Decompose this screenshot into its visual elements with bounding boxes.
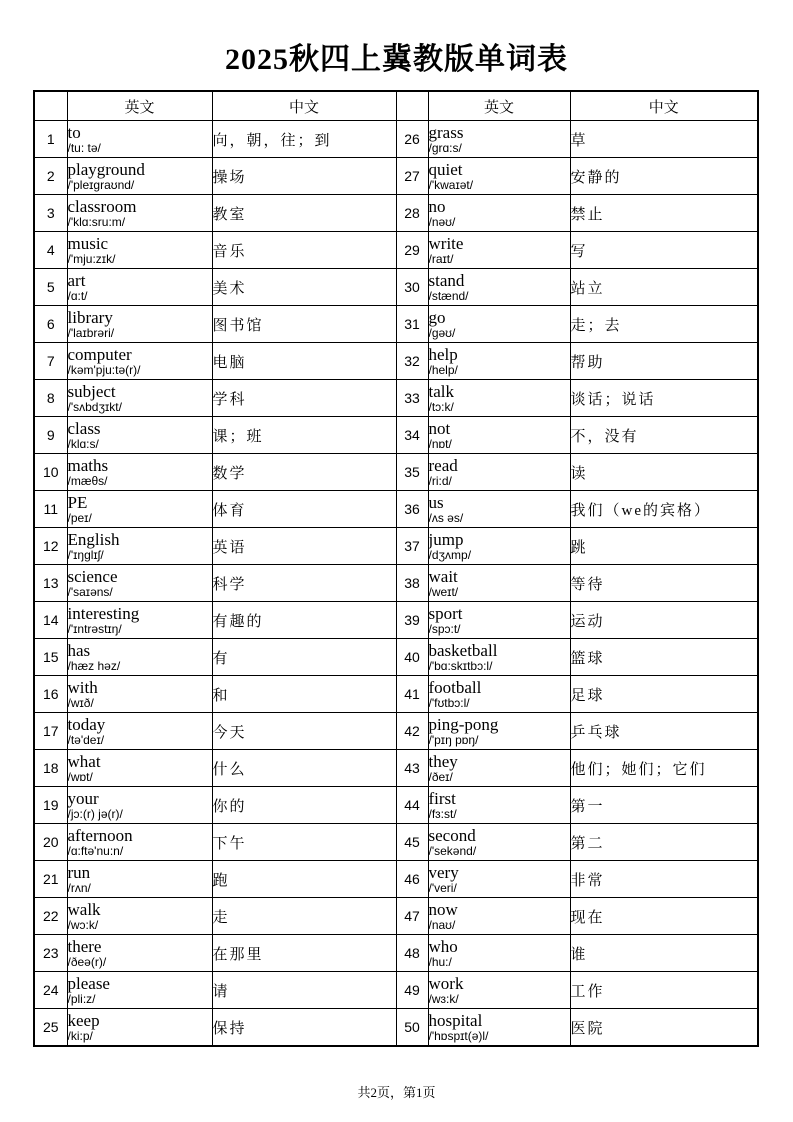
header-chinese-right: 中文 bbox=[570, 91, 758, 121]
row-number: 9 bbox=[34, 417, 67, 454]
phonetic-transcription: /'pɪŋ pɒŋ/ bbox=[428, 732, 479, 747]
row-number: 7 bbox=[34, 343, 67, 380]
english-word: who bbox=[428, 936, 458, 956]
phonetic-transcription: /'saɪəns/ bbox=[67, 584, 113, 599]
phonetic-transcription: /mæθs/ bbox=[67, 473, 108, 488]
phonetic-transcription: /'ɪŋglɪʃ/ bbox=[67, 547, 104, 562]
phonetic-transcription: /wɒt/ bbox=[67, 769, 93, 784]
english-word: stand bbox=[428, 270, 465, 290]
english-cell bbox=[67, 306, 212, 343]
english-word: music bbox=[67, 233, 109, 253]
row-number: 24 bbox=[34, 972, 67, 1009]
row-number: 37 bbox=[396, 528, 428, 565]
phonetic-transcription: /'bɑ:skɪtbɔ:l/ bbox=[428, 658, 493, 673]
chinese-meaning: 医院 bbox=[570, 1009, 758, 1047]
chinese-meaning: 课；班 bbox=[212, 417, 396, 454]
phonetic-transcription: /'laɪbrəri/ bbox=[67, 325, 115, 340]
chinese-meaning: 跳 bbox=[570, 528, 758, 565]
english-word: no bbox=[428, 196, 446, 216]
phonetic-transcription: /weɪt/ bbox=[428, 584, 459, 599]
phonetic-transcription: /naʊ/ bbox=[428, 917, 456, 932]
english-word: class bbox=[67, 418, 101, 438]
header-num-right bbox=[396, 91, 428, 121]
english-word: first bbox=[428, 788, 456, 808]
chinese-meaning: 音乐 bbox=[212, 232, 396, 269]
english-cell bbox=[428, 232, 570, 269]
table-row bbox=[34, 787, 758, 824]
phonetic-transcription: /grɑ:s/ bbox=[428, 140, 462, 155]
english-word: playground bbox=[67, 159, 145, 179]
row-number: 47 bbox=[396, 898, 428, 935]
phonetic-transcription: /ri:d/ bbox=[428, 473, 452, 488]
phonetic-transcription: /peɪ/ bbox=[67, 510, 92, 525]
chinese-meaning: 读 bbox=[570, 454, 758, 491]
phonetic-transcription: /gəʊ/ bbox=[428, 325, 456, 340]
chinese-meaning: 乒乓球 bbox=[570, 713, 758, 750]
table-row bbox=[34, 121, 758, 158]
phonetic-transcription: /wɜ:k/ bbox=[428, 991, 459, 1006]
phonetic-transcription: /ɑ:ftə'nu:n/ bbox=[67, 843, 124, 858]
row-number: 36 bbox=[396, 491, 428, 528]
row-number: 10 bbox=[34, 454, 67, 491]
row-number: 29 bbox=[396, 232, 428, 269]
chinese-meaning: 什么 bbox=[212, 750, 396, 787]
chinese-meaning: 请 bbox=[212, 972, 396, 1009]
english-cell bbox=[428, 972, 570, 1009]
row-number: 6 bbox=[34, 306, 67, 343]
chinese-meaning: 体育 bbox=[212, 491, 396, 528]
phonetic-transcription: /tu: tə/ bbox=[67, 140, 101, 155]
phonetic-transcription: /hæz həz/ bbox=[67, 658, 121, 673]
english-cell bbox=[428, 861, 570, 898]
chinese-meaning: 有 bbox=[212, 639, 396, 676]
english-word: science bbox=[67, 566, 118, 586]
english-cell bbox=[67, 417, 212, 454]
chinese-meaning: 安静的 bbox=[570, 158, 758, 195]
row-number: 21 bbox=[34, 861, 67, 898]
english-cell bbox=[67, 972, 212, 1009]
english-cell bbox=[428, 639, 570, 676]
row-number: 32 bbox=[396, 343, 428, 380]
english-cell bbox=[428, 343, 570, 380]
english-cell bbox=[428, 158, 570, 195]
english-word: sport bbox=[428, 603, 463, 623]
phonetic-transcription: /'veri/ bbox=[428, 880, 457, 895]
english-cell bbox=[428, 417, 570, 454]
phonetic-transcription: /dʒʌmp/ bbox=[428, 547, 472, 562]
row-number: 34 bbox=[396, 417, 428, 454]
english-cell bbox=[67, 491, 212, 528]
english-cell bbox=[428, 528, 570, 565]
row-number: 8 bbox=[34, 380, 67, 417]
english-word: jump bbox=[428, 529, 464, 549]
english-word: please bbox=[67, 973, 110, 993]
row-number: 35 bbox=[396, 454, 428, 491]
row-number: 41 bbox=[396, 676, 428, 713]
english-word: go bbox=[428, 307, 446, 327]
english-word: afternoon bbox=[67, 825, 133, 845]
english-word: talk bbox=[428, 381, 454, 401]
phonetic-transcription: /stænd/ bbox=[428, 288, 469, 303]
english-word: they bbox=[428, 751, 458, 771]
row-number: 44 bbox=[396, 787, 428, 824]
english-cell bbox=[67, 898, 212, 935]
chinese-meaning: 草 bbox=[570, 121, 758, 158]
english-cell bbox=[67, 454, 212, 491]
chinese-meaning: 不，没有 bbox=[570, 417, 758, 454]
table-header bbox=[34, 91, 758, 121]
phonetic-transcription: /'fʊtbɔ:l/ bbox=[428, 695, 470, 710]
chinese-meaning: 走 bbox=[212, 898, 396, 935]
phonetic-transcription: /'sekənd/ bbox=[428, 843, 477, 858]
english-cell bbox=[428, 454, 570, 491]
chinese-meaning: 现在 bbox=[570, 898, 758, 935]
phonetic-transcription: /'pleɪgraʊnd/ bbox=[67, 177, 135, 192]
chinese-meaning: 谈话；说话 bbox=[570, 380, 758, 417]
row-number: 25 bbox=[34, 1009, 67, 1047]
page-title: 2025秋四上冀教版单词表 bbox=[225, 43, 568, 76]
table-row bbox=[34, 602, 758, 639]
table-row bbox=[34, 306, 758, 343]
english-cell bbox=[67, 787, 212, 824]
chinese-meaning: 非常 bbox=[570, 861, 758, 898]
english-cell bbox=[428, 195, 570, 232]
english-cell bbox=[428, 380, 570, 417]
phonetic-transcription: /wɔ:k/ bbox=[67, 917, 99, 932]
table-row bbox=[34, 454, 758, 491]
header-english-right: 英文 bbox=[428, 91, 570, 121]
english-cell bbox=[428, 306, 570, 343]
row-number: 42 bbox=[396, 713, 428, 750]
row-number: 27 bbox=[396, 158, 428, 195]
phonetic-transcription: /fɜ:st/ bbox=[428, 806, 457, 821]
row-number: 30 bbox=[396, 269, 428, 306]
row-number: 20 bbox=[34, 824, 67, 861]
chinese-meaning: 下午 bbox=[212, 824, 396, 861]
chinese-meaning: 和 bbox=[212, 676, 396, 713]
table-row bbox=[34, 972, 758, 1009]
phonetic-transcription: /'mju:zɪk/ bbox=[67, 251, 116, 266]
chinese-meaning: 图书馆 bbox=[212, 306, 396, 343]
chinese-meaning: 写 bbox=[570, 232, 758, 269]
chinese-meaning: 在那里 bbox=[212, 935, 396, 972]
english-cell bbox=[67, 269, 212, 306]
phonetic-transcription: /'klɑ:sru:m/ bbox=[67, 214, 126, 229]
row-number: 18 bbox=[34, 750, 67, 787]
english-word: art bbox=[67, 270, 86, 290]
phonetic-transcription: /rʌn/ bbox=[67, 880, 91, 895]
english-cell bbox=[67, 861, 212, 898]
english-word: walk bbox=[67, 899, 101, 919]
english-cell bbox=[428, 824, 570, 861]
english-cell bbox=[428, 491, 570, 528]
table-row bbox=[34, 232, 758, 269]
chinese-meaning: 篮球 bbox=[570, 639, 758, 676]
english-word: computer bbox=[67, 344, 132, 364]
table-row bbox=[34, 824, 758, 861]
chinese-meaning: 你的 bbox=[212, 787, 396, 824]
table-row bbox=[34, 565, 758, 602]
row-number: 2 bbox=[34, 158, 67, 195]
english-word: now bbox=[428, 899, 458, 919]
row-number: 16 bbox=[34, 676, 67, 713]
phonetic-transcription: /ðeɪ/ bbox=[428, 769, 453, 784]
row-number: 14 bbox=[34, 602, 67, 639]
row-number: 40 bbox=[396, 639, 428, 676]
row-number: 5 bbox=[34, 269, 67, 306]
chinese-meaning: 第二 bbox=[570, 824, 758, 861]
phonetic-transcription: /ki:p/ bbox=[67, 1028, 93, 1043]
english-word: PE bbox=[67, 492, 88, 512]
row-number: 28 bbox=[396, 195, 428, 232]
english-word: read bbox=[428, 455, 458, 475]
english-cell bbox=[67, 232, 212, 269]
phonetic-transcription: /ɑ:t/ bbox=[67, 288, 88, 303]
table-row bbox=[34, 528, 758, 565]
row-number: 39 bbox=[396, 602, 428, 639]
phonetic-transcription: /help/ bbox=[428, 362, 458, 377]
phonetic-transcription: /'hɒspɪt(ə)l/ bbox=[428, 1028, 489, 1043]
chinese-meaning: 站立 bbox=[570, 269, 758, 306]
phonetic-transcription: /raɪt/ bbox=[428, 251, 454, 266]
row-number: 49 bbox=[396, 972, 428, 1009]
english-cell bbox=[428, 565, 570, 602]
chinese-meaning: 走；去 bbox=[570, 306, 758, 343]
header-chinese-left: 中文 bbox=[212, 91, 396, 121]
english-word: today bbox=[67, 714, 106, 734]
row-number: 46 bbox=[396, 861, 428, 898]
chinese-meaning: 我们（we的宾格） bbox=[570, 491, 758, 528]
table-row bbox=[34, 750, 758, 787]
english-cell bbox=[428, 269, 570, 306]
chinese-meaning: 数学 bbox=[212, 454, 396, 491]
english-word: has bbox=[67, 640, 91, 660]
english-word: work bbox=[428, 973, 464, 993]
english-cell bbox=[67, 639, 212, 676]
english-word: classroom bbox=[67, 196, 137, 216]
english-cell bbox=[428, 713, 570, 750]
english-word: help bbox=[428, 344, 458, 364]
english-cell bbox=[67, 1009, 212, 1047]
table-row bbox=[34, 639, 758, 676]
english-cell bbox=[67, 602, 212, 639]
english-word: with bbox=[67, 677, 98, 697]
english-cell bbox=[67, 824, 212, 861]
row-number: 19 bbox=[34, 787, 67, 824]
row-number: 33 bbox=[396, 380, 428, 417]
table-row bbox=[34, 1009, 758, 1047]
phonetic-transcription: /nəʊ/ bbox=[428, 214, 456, 229]
english-cell bbox=[67, 713, 212, 750]
chinese-meaning: 向，朝，往；到 bbox=[212, 121, 396, 158]
english-cell bbox=[428, 602, 570, 639]
table-row bbox=[34, 343, 758, 380]
vocab-table bbox=[33, 90, 759, 1047]
chinese-meaning: 帮助 bbox=[570, 343, 758, 380]
english-word: subject bbox=[67, 381, 116, 401]
english-cell bbox=[428, 676, 570, 713]
english-word: run bbox=[67, 862, 91, 882]
phonetic-transcription: /wɪð/ bbox=[67, 695, 94, 710]
english-word: grass bbox=[428, 122, 464, 142]
phonetic-transcription: /jɔ:(r) jə(r)/ bbox=[67, 806, 123, 821]
phonetic-transcription: /spɔ:t/ bbox=[428, 621, 461, 636]
row-number: 17 bbox=[34, 713, 67, 750]
phonetic-transcription: /klɑ:s/ bbox=[67, 436, 99, 451]
chinese-meaning: 英语 bbox=[212, 528, 396, 565]
english-cell bbox=[428, 787, 570, 824]
phonetic-transcription: /pli:z/ bbox=[67, 991, 96, 1006]
phonetic-transcription: /tə'deɪ/ bbox=[67, 732, 105, 747]
english-word: keep bbox=[67, 1010, 100, 1030]
table-row bbox=[34, 158, 758, 195]
row-number: 23 bbox=[34, 935, 67, 972]
english-cell bbox=[428, 1009, 570, 1047]
english-cell bbox=[67, 676, 212, 713]
english-word: maths bbox=[67, 455, 109, 475]
chinese-meaning: 禁止 bbox=[570, 195, 758, 232]
english-cell bbox=[67, 343, 212, 380]
chinese-meaning: 等待 bbox=[570, 565, 758, 602]
table-row bbox=[34, 676, 758, 713]
phonetic-transcription: /tɔ:k/ bbox=[428, 399, 454, 414]
english-cell bbox=[67, 528, 212, 565]
english-cell bbox=[428, 121, 570, 158]
english-word: write bbox=[428, 233, 464, 253]
row-number: 45 bbox=[396, 824, 428, 861]
chinese-meaning: 保持 bbox=[212, 1009, 396, 1047]
english-cell bbox=[67, 195, 212, 232]
phonetic-transcription: /ðeə(r)/ bbox=[67, 954, 107, 969]
chinese-meaning: 科学 bbox=[212, 565, 396, 602]
row-number: 1 bbox=[34, 121, 67, 158]
english-cell bbox=[67, 380, 212, 417]
row-number: 3 bbox=[34, 195, 67, 232]
row-number: 22 bbox=[34, 898, 67, 935]
row-number: 13 bbox=[34, 565, 67, 602]
phonetic-transcription: /'ɪntrəstɪŋ/ bbox=[67, 621, 122, 636]
english-cell bbox=[67, 935, 212, 972]
english-word: not bbox=[428, 418, 451, 438]
english-word: to bbox=[67, 122, 81, 142]
english-word: English bbox=[67, 529, 120, 549]
phonetic-transcription: /ʌs əs/ bbox=[428, 510, 464, 525]
header-num-left bbox=[34, 91, 67, 121]
phonetic-transcription: /nɒt/ bbox=[428, 436, 452, 451]
english-word: there bbox=[67, 936, 102, 956]
chinese-meaning: 美术 bbox=[212, 269, 396, 306]
chinese-meaning: 操场 bbox=[212, 158, 396, 195]
english-word: basketball bbox=[428, 640, 498, 660]
english-cell bbox=[428, 750, 570, 787]
table-row bbox=[34, 417, 758, 454]
chinese-meaning: 电脑 bbox=[212, 343, 396, 380]
english-word: football bbox=[428, 677, 482, 697]
english-cell bbox=[428, 935, 570, 972]
vocab-table-body bbox=[34, 121, 758, 1047]
row-number: 31 bbox=[396, 306, 428, 343]
chinese-meaning: 第一 bbox=[570, 787, 758, 824]
table-row bbox=[34, 269, 758, 306]
english-word: quiet bbox=[428, 159, 463, 179]
page-footer: 共2页，第1页 bbox=[357, 1085, 436, 1100]
english-cell bbox=[67, 158, 212, 195]
english-word: very bbox=[428, 862, 459, 882]
row-number: 11 bbox=[34, 491, 67, 528]
row-number: 4 bbox=[34, 232, 67, 269]
english-word: second bbox=[428, 825, 476, 845]
chinese-meaning: 足球 bbox=[570, 676, 758, 713]
english-word: hospital bbox=[428, 1010, 483, 1030]
row-number: 48 bbox=[396, 935, 428, 972]
chinese-meaning: 谁 bbox=[570, 935, 758, 972]
header-english-left: 英文 bbox=[67, 91, 212, 121]
english-cell bbox=[67, 565, 212, 602]
table-row bbox=[34, 935, 758, 972]
table-row bbox=[34, 491, 758, 528]
english-cell bbox=[67, 121, 212, 158]
row-number: 38 bbox=[396, 565, 428, 602]
english-word: wait bbox=[428, 566, 458, 586]
chinese-meaning: 今天 bbox=[212, 713, 396, 750]
row-number: 50 bbox=[396, 1009, 428, 1047]
chinese-meaning: 工作 bbox=[570, 972, 758, 1009]
row-number: 15 bbox=[34, 639, 67, 676]
english-word: us bbox=[428, 492, 444, 512]
english-word: interesting bbox=[67, 603, 140, 623]
table-row bbox=[34, 713, 758, 750]
phonetic-transcription: /'sʌbdʒɪkt/ bbox=[67, 399, 122, 414]
chinese-meaning: 他们；她们；它们 bbox=[570, 750, 758, 787]
chinese-meaning: 学科 bbox=[212, 380, 396, 417]
chinese-meaning: 运动 bbox=[570, 602, 758, 639]
table-row bbox=[34, 898, 758, 935]
table-row bbox=[34, 861, 758, 898]
table-row bbox=[34, 380, 758, 417]
table-row bbox=[34, 195, 758, 232]
phonetic-transcription: /'kwaɪət/ bbox=[428, 177, 474, 192]
english-cell bbox=[67, 750, 212, 787]
english-word: ping-pong bbox=[428, 714, 499, 734]
row-number: 26 bbox=[396, 121, 428, 158]
row-number: 43 bbox=[396, 750, 428, 787]
chinese-meaning: 跑 bbox=[212, 861, 396, 898]
english-cell bbox=[428, 898, 570, 935]
chinese-meaning: 有趣的 bbox=[212, 602, 396, 639]
chinese-meaning: 教室 bbox=[212, 195, 396, 232]
english-word: what bbox=[67, 751, 101, 771]
english-word: library bbox=[67, 307, 113, 327]
phonetic-transcription: /kəm'pju:tə(r)/ bbox=[67, 362, 141, 377]
row-number: 12 bbox=[34, 528, 67, 565]
header-row bbox=[34, 91, 758, 121]
phonetic-transcription: /hu:/ bbox=[428, 954, 452, 969]
english-word: your bbox=[67, 788, 99, 808]
